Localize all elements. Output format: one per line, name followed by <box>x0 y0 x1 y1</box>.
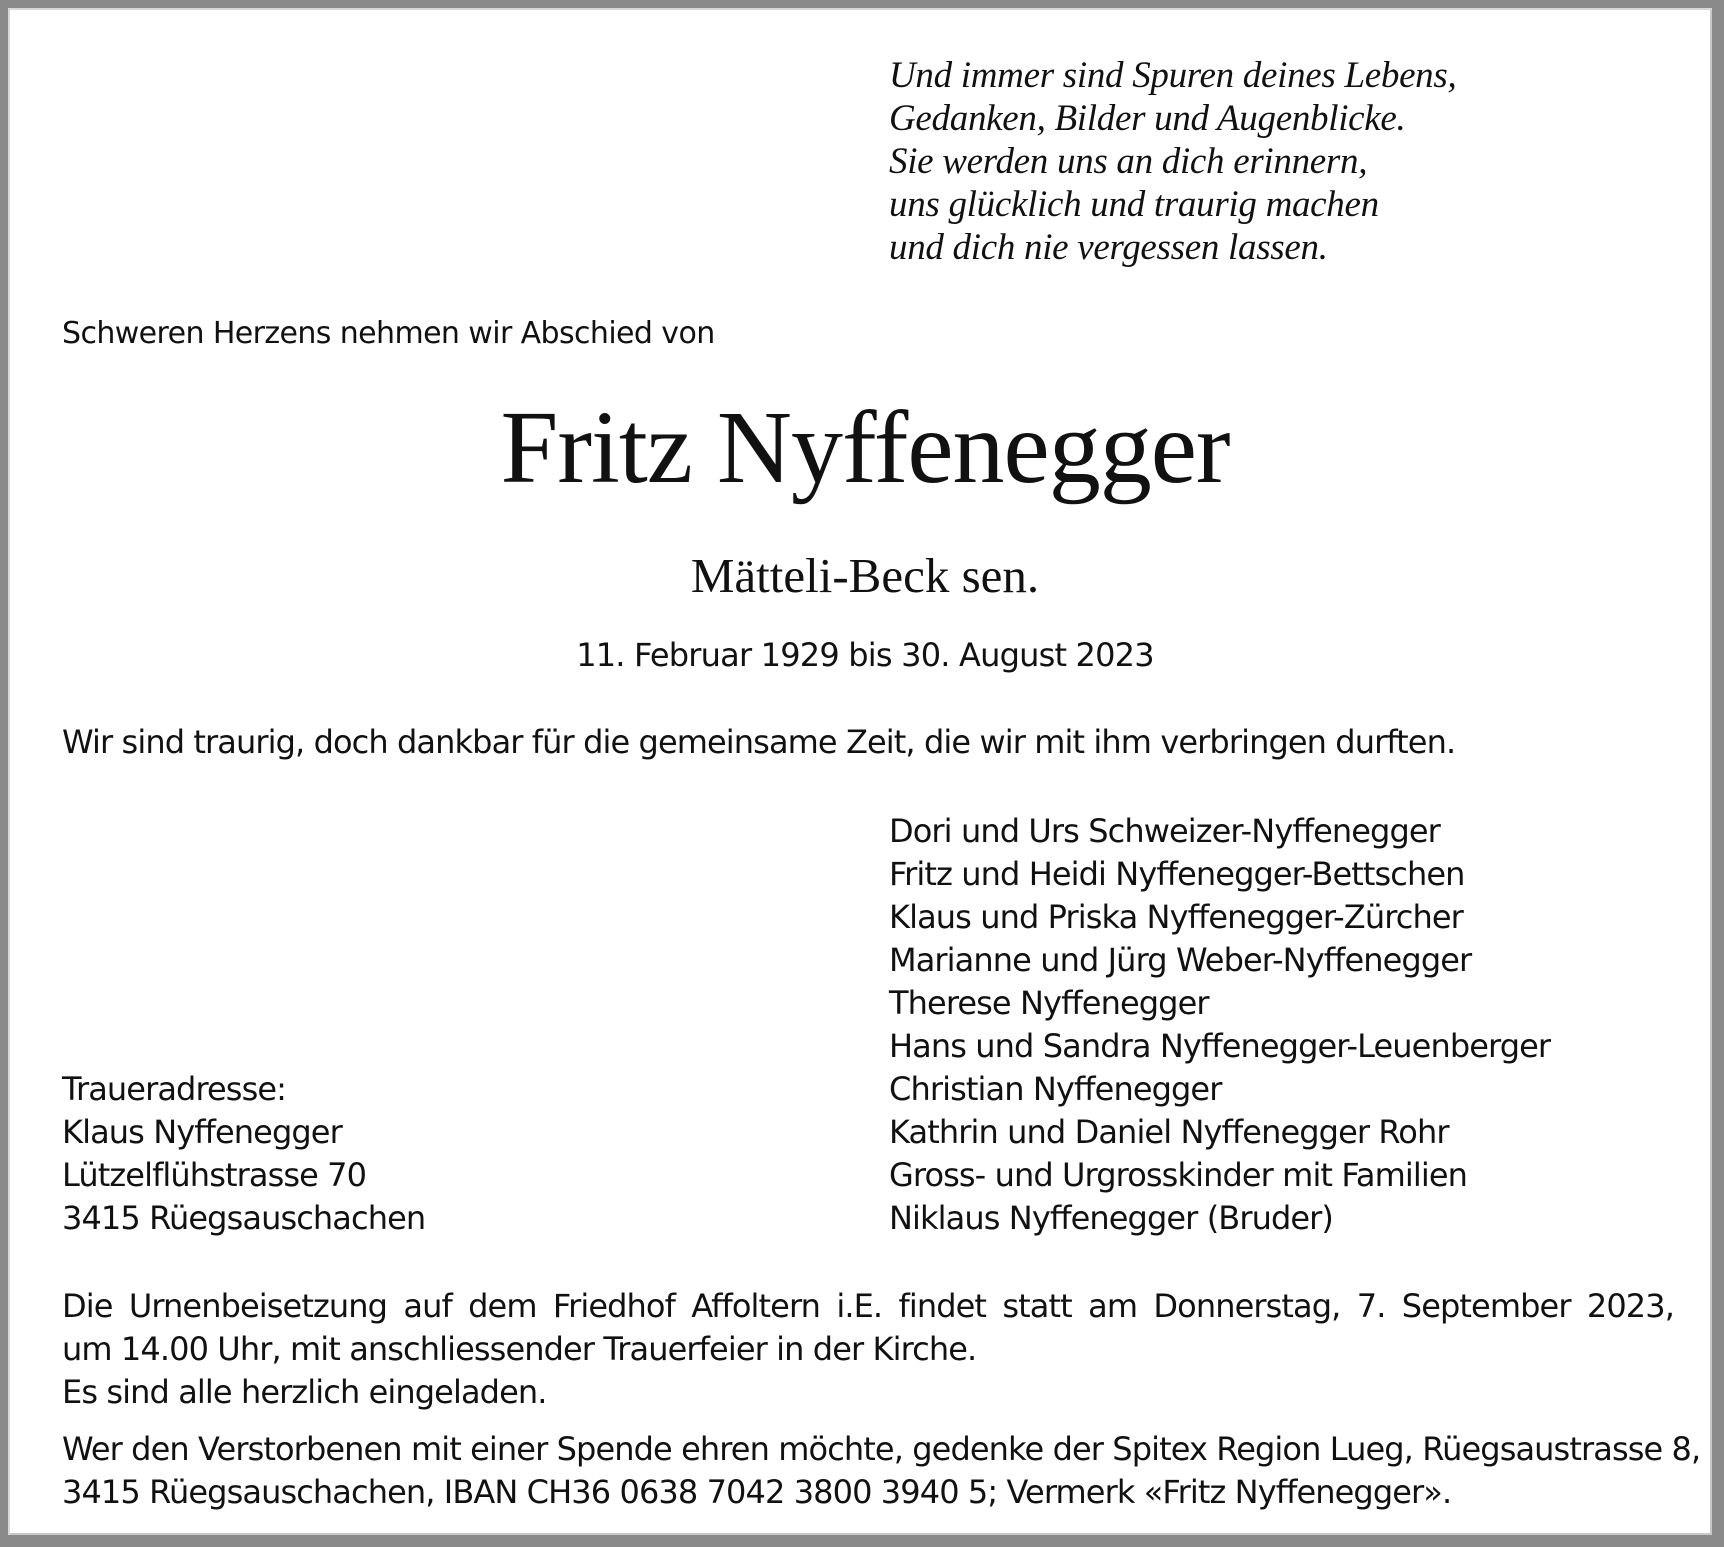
deceased-name: Fritz Nyffenegger <box>500 390 1230 505</box>
life-dates: 11. Februar 1929 bis 30. August 2023 <box>576 636 1154 674</box>
poem-line: uns glücklich und traurig machen <box>889 184 1379 225</box>
donation-notice <box>62 1428 1701 1514</box>
mourner-entry: Christian Nyffenegger <box>889 1070 1222 1108</box>
donation-line: 3415 Rüegsauschachen, IBAN CH36 0638 7042 3800 3940 5; Vermerk «Fritz Nyffenegger». <box>62 1473 1452 1511</box>
farewell-intro: Schweren Herzens nehmen wir Abschied von <box>62 316 715 351</box>
obituary-notice <box>8 8 1712 1535</box>
mourner-entry: Kathrin und Daniel Nyffenegger Rohr <box>889 1113 1449 1151</box>
mourner-entry: Klaus und Priska Nyffenegger-Zürcher <box>889 898 1463 936</box>
mourner-entry: Niklaus Nyffenegger (Bruder) <box>889 1199 1334 1237</box>
burial-announcement <box>62 1285 1674 1414</box>
gratitude-statement: Wir sind traurig, doch dankbar für die gemeinsame Zeit, die wir mit ihm verbringen durften. <box>62 723 1456 761</box>
address-street: Lützelflühstrasse 70 <box>62 1156 367 1194</box>
poem-line: Und immer sind Spuren deines Lebens, <box>889 55 1457 96</box>
burial-line: Es sind alle herzlich eingeladen. <box>62 1373 547 1411</box>
address-label: Traueradresse: <box>62 1070 287 1108</box>
poem-line: Sie werden uns an dich erinnern, <box>889 141 1368 182</box>
donation-line: Wer den Verstorbenen mit einer Spende ehren möchte, gedenke der Spitex Region Lueg, Rüegsaustrasse 8, <box>62 1430 1701 1468</box>
mourning-address <box>62 1068 425 1240</box>
deceased-nickname: Mätteli-Beck sen. <box>690 548 1040 603</box>
poem-line: Gedanken, Bilder und Augenblicke. <box>889 98 1406 139</box>
mourner-entry: Therese Nyffenegger <box>889 984 1209 1022</box>
address-name: Klaus Nyffenegger <box>62 1113 342 1151</box>
poem-line: und dich nie vergessen lassen. <box>889 227 1328 268</box>
address-city: 3415 Rüegsauschachen <box>62 1199 426 1237</box>
mourner-entry: Fritz und Heidi Nyffenegger-Bettschen <box>889 855 1465 893</box>
burial-line: Die Urnenbeisetzung auf dem Friedhof Affoltern i.E. findet statt am Donnerstag, 7. September 2023, <box>62 1287 1674 1325</box>
mourner-entry: Hans und Sandra Nyffenegger-Leuenberger <box>889 1027 1551 1065</box>
mourner-entry: Marianne und Jürg Weber-Nyffenegger <box>889 941 1472 979</box>
mourner-entry: Dori und Urs Schweizer-Nyffenegger <box>889 812 1440 850</box>
mourners-list <box>889 810 1550 1240</box>
mourner-entry: Gross- und Urgrosskinder mit Familien <box>889 1156 1468 1194</box>
burial-line: um 14.00 Uhr, mit anschliessender Trauerfeier in der Kirche. <box>62 1330 977 1368</box>
memorial-poem <box>889 54 1456 269</box>
